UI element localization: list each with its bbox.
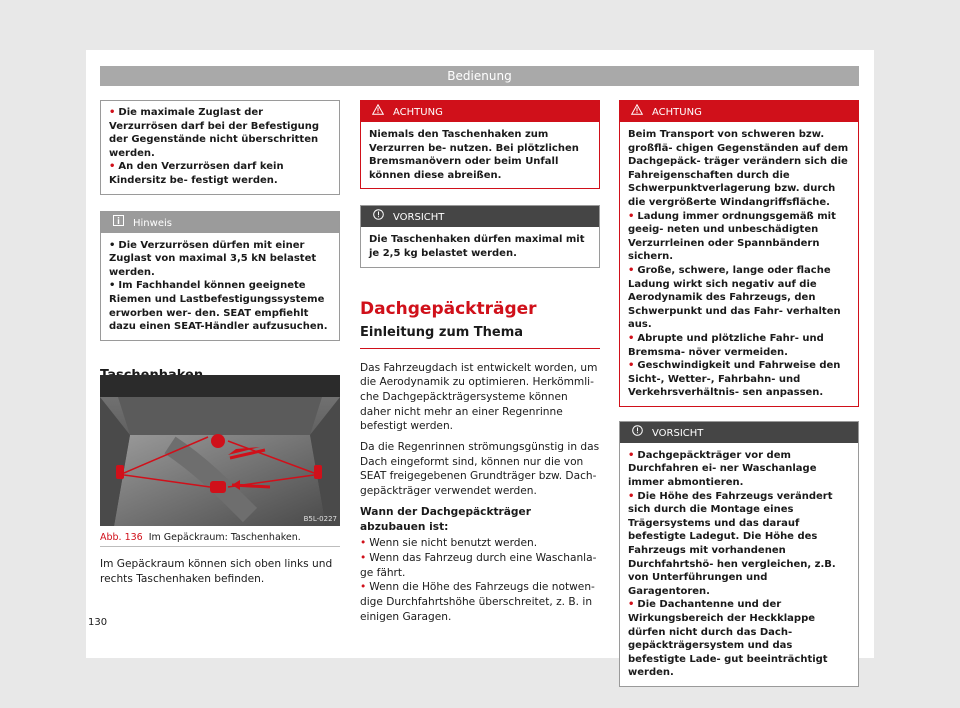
bullet-icon: •	[628, 449, 635, 461]
bullet-icon: •	[628, 599, 635, 611]
list-item: • Abrupte und plötzliche Fahr- und Bremsma- növer vermeiden.	[628, 332, 824, 358]
bullet-icon: •	[628, 490, 635, 502]
list-item: • Wenn das Fahrzeug durch eine Waschanla- ge fährt.	[360, 552, 597, 579]
bullet-icon: •	[628, 332, 635, 344]
body-text: Das Fahrzeugdach ist entwickelt worden, um die Aerodynamik zu optimieren. Herkömmli- che Dachgepäckträgersysteme können daher nicht mehr an einer Regenrinne befestigt werden. Da die Regenrinnen strömungsgünstig in das Dach eingeformt sind, können nur die von SEAT freigegebenen Grundträger bzw. Dach- gepäckträger verwendet werden. Wann der Dachgepäckträger abzubauen ist: • Wenn sie nicht benutzt werden. • Wenn das Fahrzeug durch eine Waschanla- ge fährt. • Wenn die Höhe des Fahrzeugs die notwen- dige Durchfahrtshöhe überschreitet, z. B. in einigen Garagen.	[360, 361, 600, 623]
figure-trunk-bag-hooks	[100, 375, 340, 526]
running-header: Bedienung	[100, 66, 859, 86]
bullet-icon: •	[360, 537, 367, 550]
figure-code: B5L-0227	[303, 515, 337, 523]
caution-icon	[630, 422, 644, 443]
bullet-icon: •	[360, 552, 367, 564]
list-item: • Geschwindigkeit und Fahrweise den Sicht-, Wetter-, Fahrbahn- und Verkehrsverhältnis- sen anpassen.	[628, 360, 841, 399]
warning-triangle-icon	[630, 101, 644, 122]
chapter-subtitle: Einleitung zum Thema	[360, 324, 524, 340]
list-item: • An den Verzurrösen darf kein Kindersitz be- festigt werden.	[109, 161, 284, 186]
column-middle	[360, 100, 600, 625]
list-item: • Die Höhe des Fahrzeugs verändert sich durch die Montage eines Trägersystems und das darauf befestigte Ladegut. Die Höhe des Fahrzeugs mit vorhandenen Durchfahrtshö- hen vergleichen, z.B. von Unterführungen und Garagentoren.	[628, 490, 836, 597]
bullet-icon: •	[628, 360, 635, 372]
column-left	[100, 100, 340, 394]
warning-triangle-icon	[371, 101, 385, 122]
list-item: • Wenn sie nicht benutzt werden.	[360, 537, 538, 550]
hinweis-header: Hinweis	[101, 212, 339, 233]
vorsicht-box	[619, 421, 859, 687]
bullet-icon: •	[628, 210, 635, 222]
vorsicht-box: VORSICHT Die Taschenhaken dürfen maximal mit je 2,5 kg belastet werden.	[360, 205, 600, 267]
vorsicht-header: VORSICHT	[620, 422, 858, 443]
page-number: 130	[88, 617, 108, 628]
bullet-icon: •	[109, 280, 116, 292]
achtung-box: ACHTUNG Beim Transport von schweren bzw. großflä- chigen Gegenständen auf dem Dachgepäck- träger verändern sich die Fahreigenschaften durch die Schwerpunktverlagerung bzw. durch die vergrößerte Windangriffsfläche. • Ladung immer ordnungsgemäß mit geeig- neten und unbeschädigten Verzurrleinen oder Spannbändern sichern. • Große, schwere, lange oder flache Ladung wirkt sich negativ auf die Aerodynamik des Fahrzeugs, den Schwerpunkt und das Fahr- verhalten aus. • Abrupte und plötzliche Fahr- und Bremsma- növer vermeiden. • Geschwindigkeit und Fahrweise den Sicht-, Wetter-, Fahrbahn- und Verkehrsverhältnis- sen anpassen.	[619, 100, 859, 407]
warning-continuation-box	[100, 100, 340, 195]
list-item: • Wenn die Höhe des Fahrzeugs die notwen- dige Durchfahrtshöhe überschreitet, z. B. in einigen Garagen.	[360, 581, 595, 623]
chapter-title: Dachgepäckträger	[360, 298, 537, 319]
list-item: • Ladung immer ordnungsgemäß mit geeig- neten und unbeschädigten Verzurrleinen oder Spannbändern sichern.	[628, 210, 836, 263]
list-item: • Die Verzurrösen dürfen mit einer Zuglast von maximal 3,5 kN belastet werden.	[109, 239, 317, 278]
bullet-icon: •	[628, 264, 635, 276]
list-item: • Die maximale Zuglast der Verzurrösen darf bei der Befestigung der Gegenstände nicht überschritten werden.	[109, 107, 320, 159]
figure-number: Abb. 136	[100, 532, 143, 543]
body-text: Im Gepäckraum können sich oben links und rechts Taschenhaken befinden.	[100, 558, 333, 585]
bullet-icon: •	[109, 239, 116, 251]
chapter-heading-block	[360, 298, 600, 349]
list-item: • Die Dachantenne und der Wirkungsbereich der Heckklappe dürfen nicht durch das Dach- gepäckträgersystem und das befestigte Lade- gut beeinträchtigt werden.	[628, 599, 828, 679]
bullet-icon: •	[109, 107, 116, 118]
vorsicht-header: VORSICHT	[361, 206, 599, 227]
list-item: • Dachgepäckträger vor dem Durchfahren ei- ner Waschanlage immer abmontieren.	[628, 449, 817, 489]
bullet-icon: •	[109, 161, 116, 173]
column-right	[619, 100, 859, 687]
bullet-icon: •	[360, 581, 367, 594]
hinweis-box	[100, 211, 340, 341]
figure-caption: Abb. 136 Im Gepäckraum: Taschenhaken.	[100, 530, 340, 547]
caution-icon	[371, 206, 385, 227]
list-item: • Große, schwere, lange oder flache Ladung wirkt sich negativ auf die Aerodynamik des Fahrzeugs, den Schwerpunkt und das Fahr- verhalten aus.	[628, 264, 841, 331]
info-icon	[111, 212, 125, 233]
trunk-illustration	[100, 375, 340, 526]
achtung-header: ACHTUNG	[620, 101, 858, 122]
bold-heading: Wann der Dachgepäckträger abzubauen ist:	[360, 505, 531, 533]
achtung-box: ACHTUNG Niemals den Taschenhaken zum Verzurren be- nutzen. Bei plötzlichen Bremsmanövern oder beim Unfall können diese abreißen.	[360, 100, 600, 189]
list-item: • Im Fachhandel können geeignete Riemen und Lastbefestigungssysteme erworben wer- den. SEAT empfiehlt dazu einen SEAT-Händler aufzusuchen.	[109, 280, 328, 333]
achtung-header: ACHTUNG	[361, 101, 599, 122]
